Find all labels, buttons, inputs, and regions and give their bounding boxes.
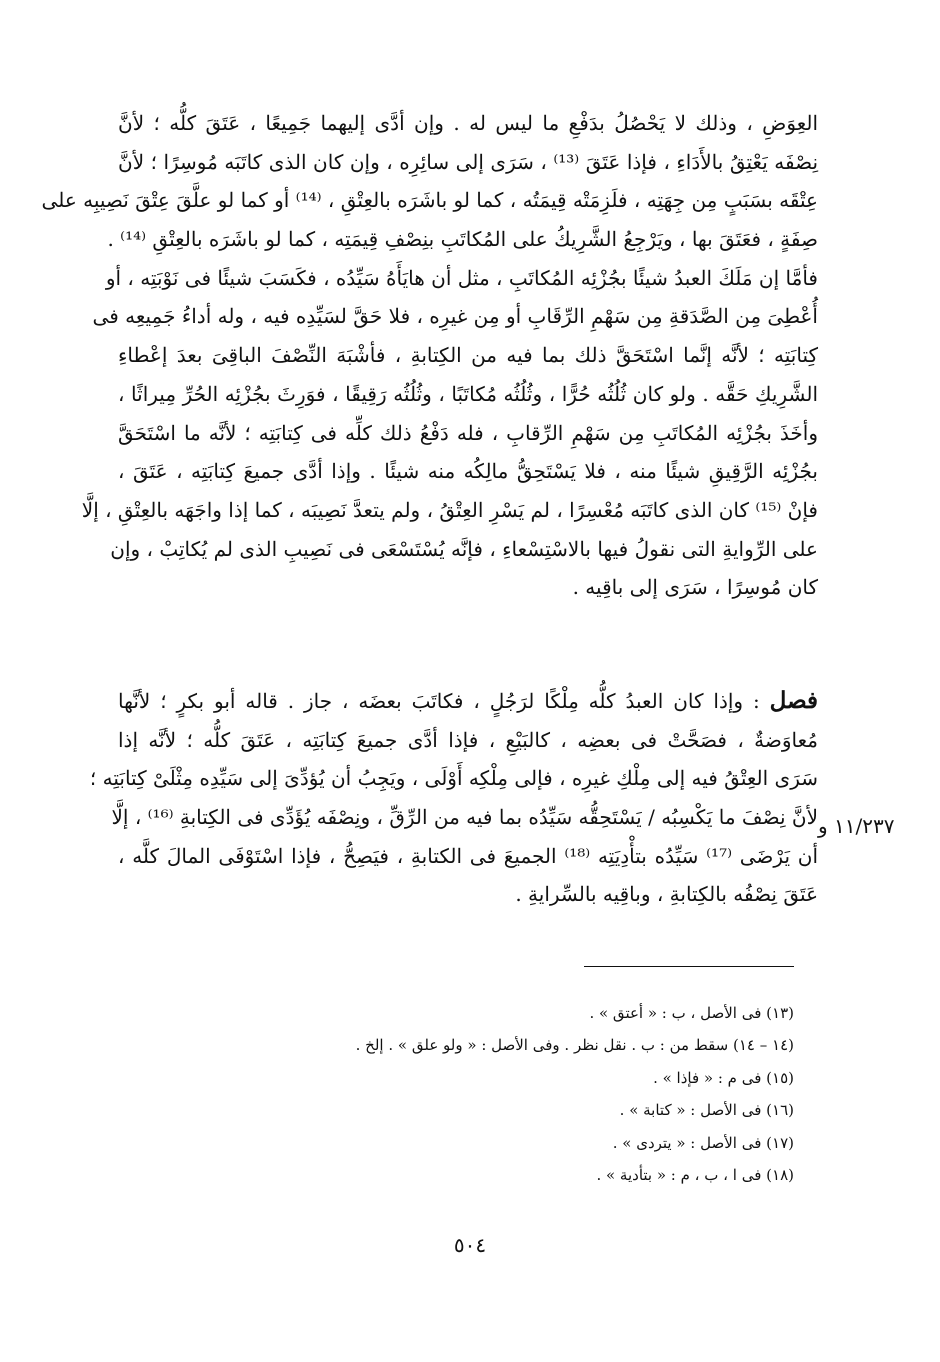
margin-folio-reference: ١١/٢٣٧ و <box>818 814 895 838</box>
paragraph-section <box>89 682 819 914</box>
page-number: ٥٠٤ <box>453 1233 487 1257</box>
text-line: عَتَقَ نِصْفُه بالكِتابةِ ، وباقِيه بالسِّرايةِ . <box>515 882 818 907</box>
text-line: سَرَى العِتْقُ فيه إلى مِلْكِ غيرِه ، فإلى مِلْكِه أَوْلَى ، ويَجِبُ أن يُؤدِّىَ إلى سَيِّدِه مِثْلَىْ كِتابَتِه ؛ <box>89 766 818 791</box>
paragraph-main <box>41 104 819 607</box>
text-line: نِصْفَه يَعْتِقُ بالأَدَاءِ ، فإذا عَتَقَ ⁽¹³⁾ ، سَرَى إلى سائِرِه ، وإن كان الذى كاتَبَه مُوسِرًا ؛ لأنَّ <box>118 149 819 174</box>
text-line: صِفَةٍ ، فعَتَقَ بها ، ويَرْجِعُ الشَّرِيكُ على المُكاتَبِ بنِصْفِ قِيمَتِه ، كما لو باشَرَه بالعِتْقِ ⁽¹⁴⁾ . <box>107 227 818 252</box>
text-line: أن يَرْضَى ⁽¹⁷⁾ سَيِّدُه بتأْدِيَتِه ⁽¹⁸⁾ الجميعَ فى الكتابةِ ، فيَصِحُّ ، فإذا اسْتَوْفَى المالَ كلَّه ، <box>118 843 818 868</box>
text-line: مُعاوَضةٌ ، فصَحَّتْ فى بعضِه ، كالبَيْعِ ، فإذا أدَّى جميعَ كِتابَتِه ، عَتَقَ كلُّه ؛ لأنَّه إذا <box>118 727 818 752</box>
footnote-divider <box>584 966 794 967</box>
text-line: وأخَذَ بجُزْئِه المُكاتَبِ مِن سَهْمِ الرِّقابِ ، فله دَفْعُ ذلك كلِّه فى كِتابَتِه ؛ لأنَّه ما اسْتَحَقَّ <box>118 420 818 445</box>
text-line: فأمَّا إن مَلَكَ العبدُ شيئًا بجُزْئِه المُكاتَبِ ، مثل أن هايَأَهُ سَيِّدُه ، فكَسَبَ شيئًا فى نَوْبَتِه ، أو <box>105 265 818 290</box>
text-line: لأنَّ نِصْفَ ما يَكْسِبُه / يَسْتَحِقُّه سَيِّدُه بما فيه من الرِّقِّ ، ونِصْفَه يُؤَدِّى فى الكِتابةِ ⁽¹⁶⁾ ، إلَّا <box>111 805 818 830</box>
text-line: كِتابَتِه ؛ لأنَّه إنَّما اسْتَحَقَّ ذلك بما فيه من الكِتابةِ ، فأشْبَهَ النِّصْفَ الباقِىَ بعدَ إعْطاءِ <box>118 343 818 368</box>
section-text: : وإذا كان العبدُ كلُّه مِلْكًا لرَجُلٍ ، فكاتَبَ بعضَه ، جاز . قاله أبو بكرٍ ؛ لأنَّها <box>118 689 760 713</box>
text-line: أُعْطِىَ مِن الصَّدَقةِ مِن سَهْمِ الرِّقَابِ أو مِن غيرِه ، فلا حَقَّ لسَيِّدِه فيه ، وله أداءُ جَمِيعِه فى <box>92 304 818 329</box>
footnote: (١٣) فى الأصل ، ب : « أعتق » . <box>589 1004 794 1022</box>
text-line: الشَّرِيكِ حَقَّه . ولو كان ثُلُثُه حُرًّا ، وثُلُثُه مُكاتَبًا ، وثُلُثُه رَقِيقًا ، فوَرِثَ بجُزْئِه الحُرِّ مِيراثًا ، <box>118 381 818 406</box>
text-line: كان مُوسِرًا ، سَرَى إلى باقِيه . <box>572 575 818 600</box>
text-line: فإنْ ⁽¹⁵⁾ كان الذى كاتَبَه مُعْسِرًا ، لم يَسْرِ العِتْقُ ، ولم يتعدَّ نَصِيبَه ، كما إذا واجَهَه بالعِتْقِ ، إلَّا <box>81 497 818 522</box>
text-line: عِتْقَه بسَبَبٍ مِن جِهَتِه ، فلَزِمَتْه قِيمَتُه ، كما لو باشَرَه بالعِتْقِ ، ⁽¹⁴⁾ أو كما لو علَّقَ عِتْقَ نَصِيبِه على <box>41 188 818 213</box>
footnote: (١٨) فى ا ، ب ، م : « بتأدية » . <box>596 1165 794 1184</box>
section-label: فصل <box>769 687 819 714</box>
footnote: (١٤ – ١٤) سقط من : ب . نقل نظر . وفى الأصل : « ولو علق » . إلخ . <box>355 1036 794 1055</box>
footnote: (١٧) فى الأصل : « يتردى » . <box>612 1133 794 1152</box>
text-line: العِوَضِ ، وذلك لا يَحْصُلُ بدَفْعِ ما ليس له . وإن أدَّى إليهما جَمِيعًا ، عَتَقَ كلُّه ؛ لأنَّ <box>118 111 818 135</box>
footnote: (١٥) فى م : « فإذا » . <box>653 1068 794 1087</box>
text-line: على الرِّوايةِ التى نقولُ فيها بالاسْتِسْعاءِ ، فإنَّه يُسْتَسْعَى فى نَصِيبِ الذى لم يُكاتِبْ ، وإن <box>110 536 818 561</box>
text-line: بجُزْئِه الرَّقِيقِ شيئًا منه ، فلا يَسْتَحِقُّ مالِكُه منه شيئًا . وإذا أدَّى جميعَ كِتابَتِه ، عَتَقَ ، <box>118 459 818 484</box>
footnotes <box>300 997 794 1191</box>
text-line <box>118 682 818 721</box>
footnote: (١٦) فى الأصل : « كتابة » . <box>619 1101 794 1120</box>
